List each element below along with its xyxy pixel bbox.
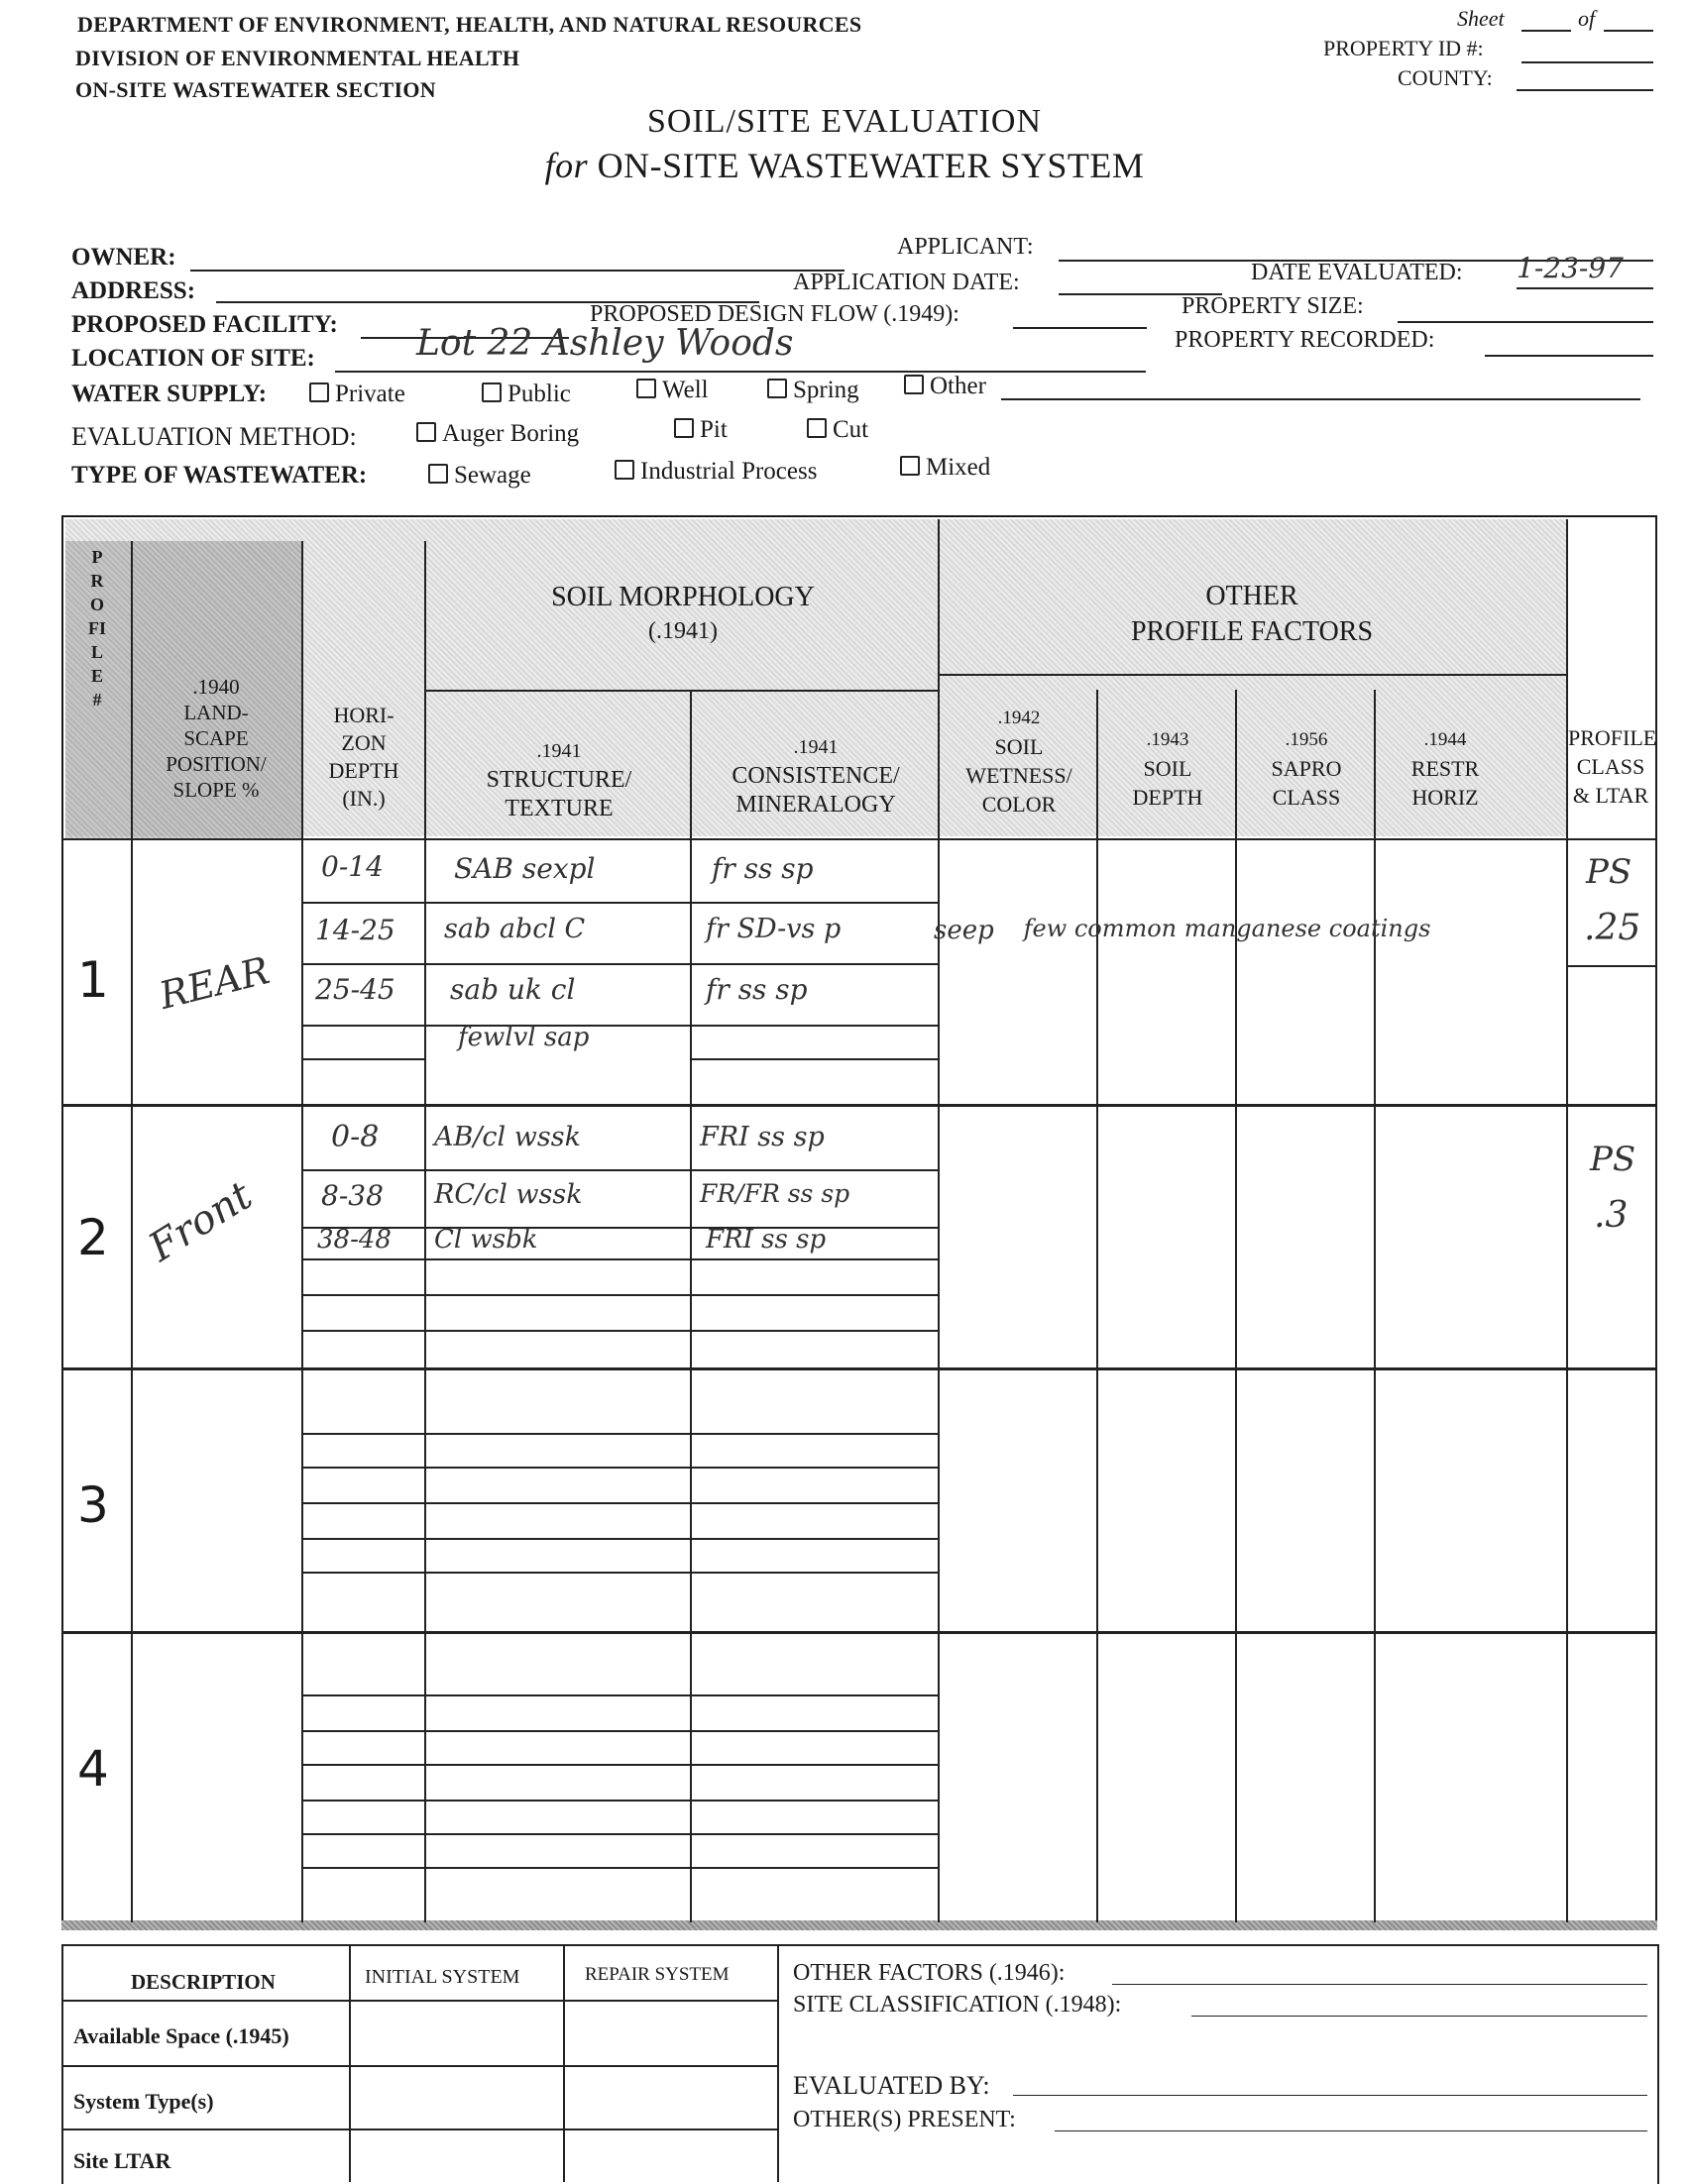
p2-r3-depth: 38-48 bbox=[317, 1225, 392, 1255]
restr-horiz-header: .1944 RESTR HORIZ bbox=[1410, 729, 1480, 810]
profile-col-header: PROFILE # bbox=[88, 547, 106, 710]
property-id-label: PROPERTY ID #: bbox=[1323, 36, 1484, 60]
hline-p2-r2 bbox=[301, 1227, 940, 1229]
water-public-option[interactable]: Public bbox=[482, 381, 571, 408]
hline-profile-1-2 bbox=[61, 1104, 1655, 1107]
checkbox-icon[interactable] bbox=[309, 382, 329, 402]
hline-p4-r3 bbox=[301, 1764, 940, 1766]
available-space-label: Available Space (.1945) bbox=[73, 2023, 289, 2048]
water-other-field[interactable] bbox=[1001, 398, 1640, 400]
hline-p1-r4 bbox=[301, 1058, 424, 1060]
hline-p2-r5 bbox=[301, 1330, 940, 1332]
p1-r3-consistence: fr ss sp bbox=[706, 973, 808, 1006]
p2-r2-structure: RC/cl wssk bbox=[434, 1179, 583, 1210]
checkbox-icon[interactable] bbox=[416, 422, 436, 442]
repair-system-header: REPAIR SYSTEM bbox=[585, 1964, 730, 1985]
p1-r2-structure: sab abcl C bbox=[444, 914, 586, 944]
p1-other-note: few common manganese coatings bbox=[1023, 915, 1431, 942]
others-present-label: OTHER(S) PRESENT: bbox=[793, 2107, 1016, 2132]
sheet-label: Sheet bbox=[1457, 6, 1505, 31]
property-size-field[interactable] bbox=[1398, 321, 1653, 323]
owner-field[interactable] bbox=[190, 270, 844, 272]
profile-class-header: PROFILE CLASS & LTAR bbox=[1568, 725, 1657, 808]
waste-sewage-option[interactable]: Sewage bbox=[428, 462, 531, 490]
property-size-label: PROPERTY SIZE: bbox=[1182, 293, 1364, 319]
vline-consistence bbox=[690, 690, 692, 1922]
of-label: of bbox=[1578, 6, 1596, 31]
hline-p3-r1 bbox=[301, 1433, 940, 1435]
hline-sum-r1 bbox=[61, 2065, 779, 2067]
hline-p3-r2 bbox=[301, 1467, 940, 1469]
hline-p3-r5 bbox=[301, 1572, 940, 1574]
address-label: ADDRESS: bbox=[71, 277, 196, 304]
p1-r1-depth: 0-14 bbox=[321, 850, 384, 883]
subtitle-prefix: for bbox=[544, 146, 589, 185]
method-cut-option[interactable]: Cut bbox=[807, 416, 868, 444]
checkbox-icon[interactable] bbox=[428, 464, 448, 484]
structure-header: .1941 STRUCTURE/ TEXTURE bbox=[486, 740, 632, 821]
dept-heading bbox=[77, 12, 861, 38]
site-classification-field[interactable] bbox=[1191, 2016, 1647, 2017]
other-factors-label: OTHER FACTORS (.1946): bbox=[793, 1960, 1066, 1986]
wastewater-label: TYPE OF WASTEWATER: bbox=[71, 462, 368, 489]
p1-class-value: PS bbox=[1586, 852, 1633, 892]
p2-r3-structure: Cl wsbk bbox=[434, 1225, 538, 1255]
water-supply-label: WATER SUPPLY: bbox=[71, 381, 268, 407]
p1-r1-structure: SAB sexpl bbox=[454, 852, 596, 885]
initial-system-header: INITIAL SYSTEM bbox=[365, 1966, 520, 1988]
design-flow-label: PROPOSED DESIGN FLOW (.1949): bbox=[590, 301, 959, 327]
system-type-label: System Type(s) bbox=[73, 2089, 214, 2114]
p1-r2-consistence: fr SD-vs p bbox=[706, 914, 842, 944]
vline-depth bbox=[1096, 690, 1098, 1922]
other-factors-header: OTHER PROFILE FACTORS bbox=[1130, 581, 1374, 647]
vline-structure bbox=[424, 541, 426, 1922]
p2-r1-structure: AB/cl wssk bbox=[434, 1122, 581, 1152]
division-name: DIVISION OF ENVIRONMENTAL HEALTH bbox=[75, 46, 520, 70]
summary-section bbox=[61, 1944, 1659, 2177]
application-date-label: APPLICATION DATE: bbox=[793, 270, 1020, 295]
site-classification-label: SITE CLASSIFICATION (.1948): bbox=[793, 1992, 1122, 2018]
subtitle-main: ON-SITE WASTEWATER SYSTEM bbox=[597, 146, 1145, 185]
vline-desc bbox=[349, 1944, 351, 2182]
vline-sapro bbox=[1235, 690, 1237, 1922]
hline-morph-sub bbox=[424, 690, 940, 692]
hline-p1-r1 bbox=[301, 902, 940, 904]
vline-other bbox=[938, 519, 940, 1922]
p1-r3-depth: 25-45 bbox=[315, 973, 395, 1006]
dept-name: DEPARTMENT OF ENVIRONMENT, HEALTH, AND NATURAL RESOURCES bbox=[77, 12, 862, 37]
other-factors-field[interactable] bbox=[1112, 1984, 1647, 1985]
hline-p1-r2 bbox=[301, 963, 940, 965]
checkbox-icon[interactable] bbox=[615, 460, 634, 480]
vline-initial bbox=[563, 1944, 565, 2182]
p2-class-value: PS bbox=[1590, 1140, 1636, 1179]
hline-p2-r1 bbox=[301, 1169, 940, 1171]
property-recorded-label: PROPERTY RECORDED: bbox=[1175, 327, 1435, 353]
property-id-field[interactable] bbox=[1521, 61, 1653, 63]
property-recorded-field[interactable] bbox=[1485, 355, 1653, 357]
division-heading bbox=[75, 46, 519, 71]
profile-1-number: 1 bbox=[77, 951, 109, 1009]
method-pit-option[interactable]: Pit bbox=[674, 416, 728, 444]
checkbox-icon[interactable] bbox=[807, 418, 827, 438]
checkbox-icon[interactable] bbox=[900, 456, 920, 476]
consistence-header: .1941 CONSISTENCE/ MINERALOGY bbox=[732, 736, 900, 818]
hline-p4-r4 bbox=[301, 1800, 940, 1802]
waste-industrial-option[interactable]: Industrial Process bbox=[615, 458, 817, 486]
vline-restr bbox=[1374, 690, 1376, 1922]
section-heading bbox=[75, 77, 436, 103]
checkbox-icon[interactable] bbox=[904, 375, 924, 394]
section-name: ON-SITE WASTEWATER SECTION bbox=[75, 77, 436, 102]
hline-p1-r3 bbox=[301, 1025, 940, 1027]
p1-landscape: REAR bbox=[155, 948, 275, 1018]
form-subtitle bbox=[0, 145, 1689, 186]
p1-r3-structure: sab uk cl bbox=[450, 973, 576, 1006]
location-label: LOCATION OF SITE: bbox=[71, 345, 315, 372]
hline-p2-r3 bbox=[301, 1258, 940, 1260]
water-well-option[interactable]: Well bbox=[636, 377, 709, 404]
checkbox-icon[interactable] bbox=[482, 382, 502, 402]
soil-depth-header: .1943 SOIL DEPTH bbox=[1132, 729, 1203, 810]
location-field[interactable] bbox=[335, 371, 1146, 373]
p2-r1-consistence: FRI ss sp bbox=[700, 1122, 825, 1152]
soil-evaluation-table bbox=[61, 515, 1657, 1926]
profile-4-number: 4 bbox=[77, 1740, 109, 1798]
date-evaluated-label: DATE EVALUATED: bbox=[1251, 260, 1463, 285]
waste-mixed-option[interactable]: Mixed bbox=[900, 454, 990, 482]
hline-p4-r2 bbox=[301, 1730, 940, 1732]
hline-profile-2-3 bbox=[61, 1367, 1655, 1370]
p2-landscape: Front bbox=[141, 1172, 261, 1271]
water-private-option[interactable]: Private bbox=[309, 381, 405, 408]
location-value: Lot 22 Ashley Woods bbox=[416, 323, 794, 364]
hline-p1-class bbox=[1566, 965, 1655, 967]
method-auger-option[interactable]: Auger Boring bbox=[416, 420, 579, 448]
water-other-option[interactable]: Other bbox=[904, 373, 986, 400]
hline-p4-r1 bbox=[301, 1694, 940, 1696]
sapro-class-header: .1956 SAPRO CLASS bbox=[1271, 729, 1342, 810]
design-flow-field[interactable] bbox=[1013, 327, 1147, 329]
p1-r4-structure: fewlvl sap bbox=[458, 1023, 590, 1052]
profile-3-number: 3 bbox=[77, 1476, 109, 1534]
vline-repair bbox=[777, 1944, 779, 2182]
p2-r2-consistence: FR/FR ss sp bbox=[700, 1179, 850, 1208]
hline-p2-r4 bbox=[301, 1294, 940, 1296]
hline-sum-r2 bbox=[61, 2129, 779, 2130]
vline-horizon bbox=[301, 541, 303, 1922]
checkbox-icon[interactable] bbox=[674, 418, 694, 438]
description-header: DESCRIPTION bbox=[131, 1970, 276, 1994]
evaluated-by-label: EVALUATED BY: bbox=[793, 2071, 990, 2100]
p1-r2-depth: 14-25 bbox=[315, 914, 395, 946]
wetness-header: .1942 SOIL WETNESS/ COLOR bbox=[965, 708, 1072, 817]
landscape-col-header: .1940 LAND- SCAPE POSITION/ SLOPE % bbox=[166, 675, 267, 802]
hline-header-bottom bbox=[61, 838, 1655, 840]
p1-ltar-value: .25 bbox=[1584, 908, 1641, 948]
p2-ltar-value: .3 bbox=[1594, 1195, 1629, 1236]
sheet-total-field[interactable] bbox=[1604, 30, 1653, 32]
p1-wetness: seep bbox=[934, 916, 994, 945]
hline-p3-r3 bbox=[301, 1502, 940, 1504]
checkbox-icon[interactable] bbox=[636, 379, 656, 398]
p2-r1-depth: 0-8 bbox=[331, 1120, 380, 1154]
checkbox-icon[interactable] bbox=[767, 379, 787, 398]
hline-p3-r4 bbox=[301, 1538, 940, 1540]
p1-r1-consistence: fr ss sp bbox=[712, 852, 814, 885]
form-title: SOIL/SITE EVALUATION bbox=[646, 103, 1043, 140]
county-field[interactable] bbox=[1517, 89, 1653, 91]
site-ltar-label: Site LTAR bbox=[73, 2148, 171, 2173]
soil-morphology-header: SOIL MORPHOLOGY (.1941) bbox=[551, 582, 815, 644]
evaluation-method-label: EVALUATION METHOD: bbox=[71, 422, 357, 451]
hline-profile-3-4 bbox=[61, 1631, 1655, 1634]
date-evaluated-field[interactable] bbox=[1517, 287, 1653, 289]
hline-other-sub bbox=[938, 674, 1568, 676]
date-evaluated-value: 1-23-97 bbox=[1517, 252, 1624, 284]
horizon-col-header: HORI- ZON DEPTH (IN.) bbox=[328, 703, 399, 811]
profile-2-number: 2 bbox=[77, 1209, 109, 1266]
hline-p4-r5 bbox=[301, 1833, 940, 1835]
county-label: COUNTY: bbox=[1398, 65, 1493, 90]
water-spring-option[interactable]: Spring bbox=[767, 377, 859, 404]
evaluated-by-field[interactable] bbox=[1013, 2095, 1647, 2096]
p2-r3-consistence: FRI ss sp bbox=[706, 1225, 827, 1255]
applicant-label: APPLICANT: bbox=[897, 234, 1034, 260]
sheet-number-field[interactable] bbox=[1521, 30, 1571, 32]
proposed-facility-label: PROPOSED FACILITY: bbox=[71, 311, 338, 338]
hline-sum-head bbox=[61, 2000, 779, 2002]
hline-p4-r6 bbox=[301, 1867, 940, 1869]
vline-landscape bbox=[131, 541, 133, 1922]
vline-class bbox=[1566, 519, 1568, 1922]
p2-r2-depth: 8-38 bbox=[321, 1179, 384, 1212]
owner-label: OWNER: bbox=[71, 244, 176, 271]
hline-p1-r4b bbox=[690, 1058, 940, 1060]
others-present-field[interactable] bbox=[1055, 2130, 1647, 2131]
